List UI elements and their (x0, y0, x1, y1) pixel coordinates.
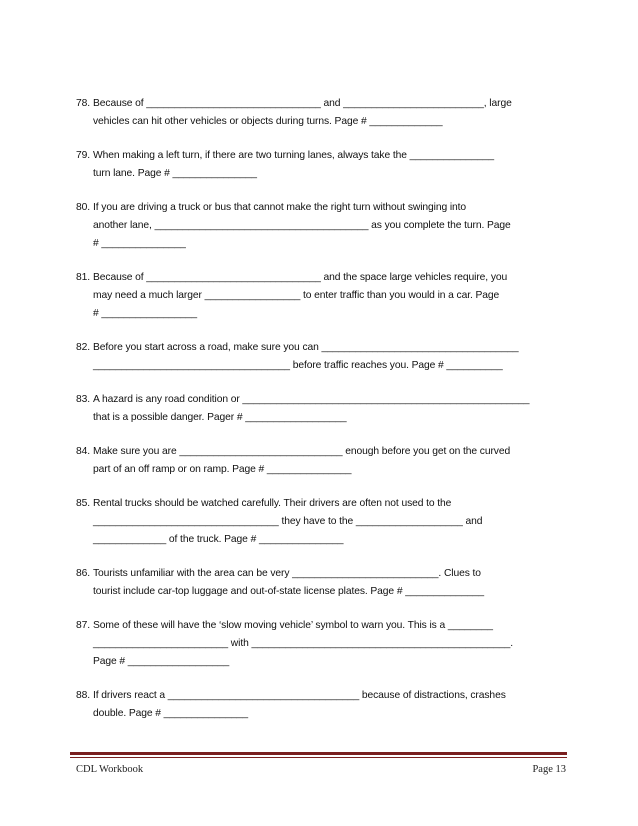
question-79 (76, 147, 566, 183)
question-line: Because of _______________________________ and _________________________, large (93, 98, 512, 109)
question-line: Because of _______________________________ and the space large vehicles require, you (93, 272, 508, 283)
question-82 (76, 339, 566, 375)
question-line: # _______________ (93, 238, 186, 249)
question-line: vehicles can hit other vehicles or objects during turns. Page # _____________ (93, 116, 443, 127)
question-number: 85. (76, 498, 91, 509)
footer-rule-thin (70, 757, 567, 758)
question-line: # _________________ (93, 308, 198, 319)
question-78 (76, 95, 566, 131)
footer-title: CDL Workbook (76, 764, 144, 775)
question-line: Some of these will have the ‘slow moving vehicle’ symbol to warn you. This is a ________ (93, 620, 493, 631)
question-line: ________________________ with ______________________________________________. (93, 638, 514, 649)
question-number: 82. (76, 342, 91, 353)
question-line: Rental trucks should be watched carefully. Their drivers are often not used to the (93, 498, 452, 509)
question-88 (76, 687, 566, 723)
question-number: 84. (76, 446, 91, 457)
question-line: that is a possible danger. Pager # __________________ (93, 412, 347, 423)
question-line: Before you start across a road, make sure you can ___________________________________ (93, 342, 519, 353)
question-line: A hazard is any road condition or ___________________________________________________ (93, 394, 530, 405)
question-line: When making a left turn, if there are two turning lanes, always take the _______________ (93, 150, 495, 161)
question-line: turn lane. Page # _______________ (93, 168, 257, 179)
question-number: 83. (76, 394, 91, 405)
question-line: may need a much larger _________________ to enter traffic than you would in a car. Page (93, 290, 500, 301)
question-list (76, 95, 566, 739)
question-number: 86. (76, 568, 91, 579)
question-84 (76, 443, 566, 479)
question-line: If you are driving a truck or bus that cannot make the right turn without swinging into (93, 202, 467, 213)
question-86 (76, 565, 566, 601)
question-line: part of an off ramp or on ramp. Page # _______________ (93, 464, 352, 475)
question-number: 87. (76, 620, 91, 631)
question-line: another lane, ______________________________________ as you complete the turn. Page (93, 220, 511, 231)
question-number: 79. (76, 150, 91, 161)
question-number: 78. (76, 98, 91, 109)
footer-page-number: Page 13 (532, 764, 566, 775)
question-line: If drivers react a __________________________________ because of distractions, crashes (93, 690, 506, 701)
question-number: 80. (76, 202, 91, 213)
question-line: _____________ of the truck. Page # _______________ (93, 534, 344, 545)
question-80 (76, 199, 566, 253)
question-81 (76, 269, 566, 323)
question-line: double. Page # _______________ (93, 708, 249, 719)
question-line: Make sure you are _____________________________ enough before you get on the curved (93, 446, 511, 457)
question-87 (76, 617, 566, 671)
question-line: ___________________________________ before traffic reaches you. Page # __________ (93, 360, 503, 371)
question-line: Tourists unfamiliar with the area can be very __________________________. Clues to (93, 568, 481, 579)
question-83 (76, 391, 566, 427)
question-line: Page # __________________ (93, 656, 230, 667)
footer-rule-thick (70, 752, 567, 755)
question-line: tourist include car-top luggage and out-of-state license plates. Page # ______________ (93, 586, 484, 597)
question-line: _________________________________ they have to the ___________________ and (93, 516, 483, 527)
question-number: 81. (76, 272, 91, 283)
question-number: 88. (76, 690, 91, 701)
question-85 (76, 495, 566, 549)
